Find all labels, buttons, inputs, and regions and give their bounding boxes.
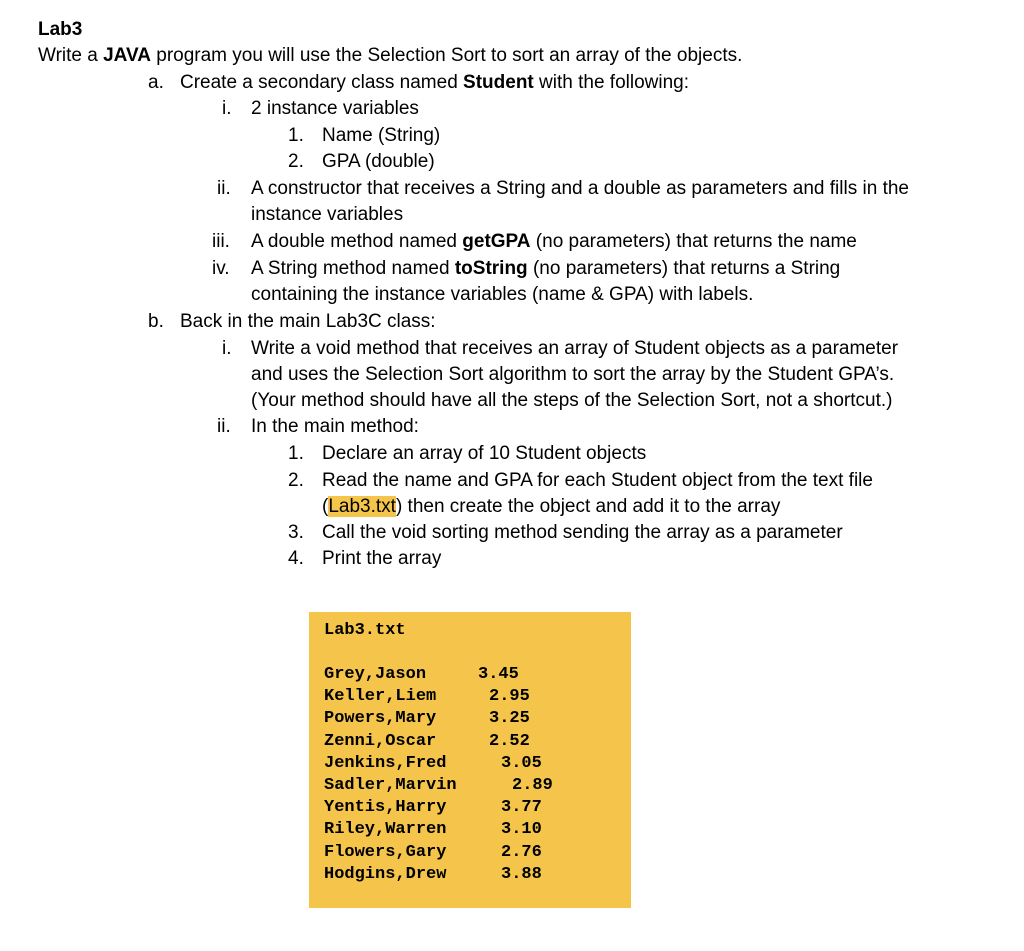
- student-gpa: 2.76: [501, 842, 542, 862]
- part-b-i-line3: (Your method should have all the steps of the Selection Sort, not a shortcut.): [251, 390, 893, 411]
- part-a-ii-marker: ii.: [217, 178, 231, 199]
- student-gpa: 2.89: [512, 775, 553, 795]
- part-b-i-line1: Write a void method that receives an array of Student objects as a parameter: [251, 338, 899, 359]
- part-a-i-marker: i.: [222, 98, 232, 119]
- student-gpa: 2.95: [489, 687, 530, 707]
- part-b-marker: b.: [148, 311, 164, 332]
- part-b-i-marker: i.: [222, 338, 232, 359]
- file-row: [324, 842, 542, 864]
- student-name: Flowers,Gary: [324, 842, 447, 862]
- file-row: [324, 864, 542, 886]
- student-name: Powers,Mary: [324, 709, 437, 729]
- file-row: [324, 686, 530, 708]
- list-marker: 2.: [288, 470, 304, 491]
- main-step-1: Declare an array of 10 Student objects: [322, 443, 647, 464]
- file-row: [324, 819, 542, 841]
- page-title: Lab3: [38, 19, 83, 40]
- instance-var-name: Name (String): [322, 125, 441, 146]
- part-b-i-line2: and uses the Selection Sort algorithm to sort the array by the Student GPA’s.: [251, 364, 895, 385]
- part-a-iv-line2: containing the instance variables (name & GPA) with labels.: [251, 284, 754, 305]
- list-marker: 1.: [288, 443, 304, 464]
- student-name: Yentis,Harry: [324, 798, 447, 818]
- part-a-i-text: 2 instance variables: [251, 98, 419, 119]
- student-name: Jenkins,Fred: [324, 753, 447, 773]
- student-gpa: 3.77: [501, 798, 542, 818]
- list-marker: 2.: [288, 151, 304, 172]
- file-rows: [324, 664, 553, 886]
- student-name: Hodgins,Drew: [324, 864, 447, 884]
- part-a-marker: a.: [148, 72, 164, 93]
- student-name: Grey,Jason: [324, 665, 427, 684]
- main-step-3: Call the void sorting method sending the array as a parameter: [322, 522, 843, 543]
- part-b-ii-marker: ii.: [217, 416, 231, 437]
- student-gpa: 3.88: [501, 864, 542, 884]
- file-row: [324, 664, 519, 686]
- instance-var-gpa: GPA (double): [322, 151, 435, 172]
- main-step-2-line2: (Lab3.txt) then create the object and add it to the array: [322, 496, 781, 517]
- file-row: [324, 775, 553, 797]
- part-a-iv-line1: A String method named toString (no parameters) that returns a String: [251, 258, 841, 279]
- main-step-4: Print the array: [322, 548, 442, 569]
- file-name-highlight: Lab3.txt: [328, 496, 396, 517]
- file-row: [324, 731, 530, 753]
- part-a-iii-marker: iii.: [212, 231, 230, 252]
- list-marker: 3.: [288, 522, 304, 543]
- part-a-ii-line1: A constructor that receives a String and a double as parameters and fills in the: [251, 178, 909, 199]
- list-marker: 1.: [288, 125, 304, 146]
- file-title: Lab3.txt: [324, 621, 406, 640]
- part-b-text: Back in the main Lab3C class:: [180, 311, 436, 332]
- lab3-file-box: [309, 612, 631, 908]
- student-gpa: 2.52: [489, 731, 530, 751]
- student-gpa: 3.45: [478, 665, 519, 684]
- part-a-iv-marker: iv.: [212, 258, 230, 279]
- main-step-2-line1: Read the name and GPA for each Student object from the text file: [322, 470, 873, 491]
- student-name: Keller,Liem: [324, 687, 437, 707]
- student-gpa: 3.05: [501, 753, 542, 773]
- file-row: [324, 753, 542, 775]
- part-a-iii-text: A double method named getGPA (no parameters) that returns the name: [251, 231, 857, 252]
- student-gpa: 3.10: [501, 820, 542, 840]
- student-gpa: 3.25: [489, 709, 530, 729]
- file-row: [324, 708, 530, 730]
- student-name: Sadler,Marvin: [324, 775, 457, 795]
- student-name: Zenni,Oscar: [324, 731, 437, 751]
- file-row: [324, 797, 542, 819]
- intro-text: Write a JAVA program you will use the Selection Sort to sort an array of the objects.: [38, 45, 743, 66]
- part-a-text: Create a secondary class named Student with the following:: [180, 72, 690, 93]
- part-a-ii-line2: instance variables: [251, 204, 404, 225]
- student-name: Riley,Warren: [324, 820, 447, 840]
- list-marker: 4.: [288, 548, 304, 569]
- part-b-ii-text: In the main method:: [251, 416, 419, 437]
